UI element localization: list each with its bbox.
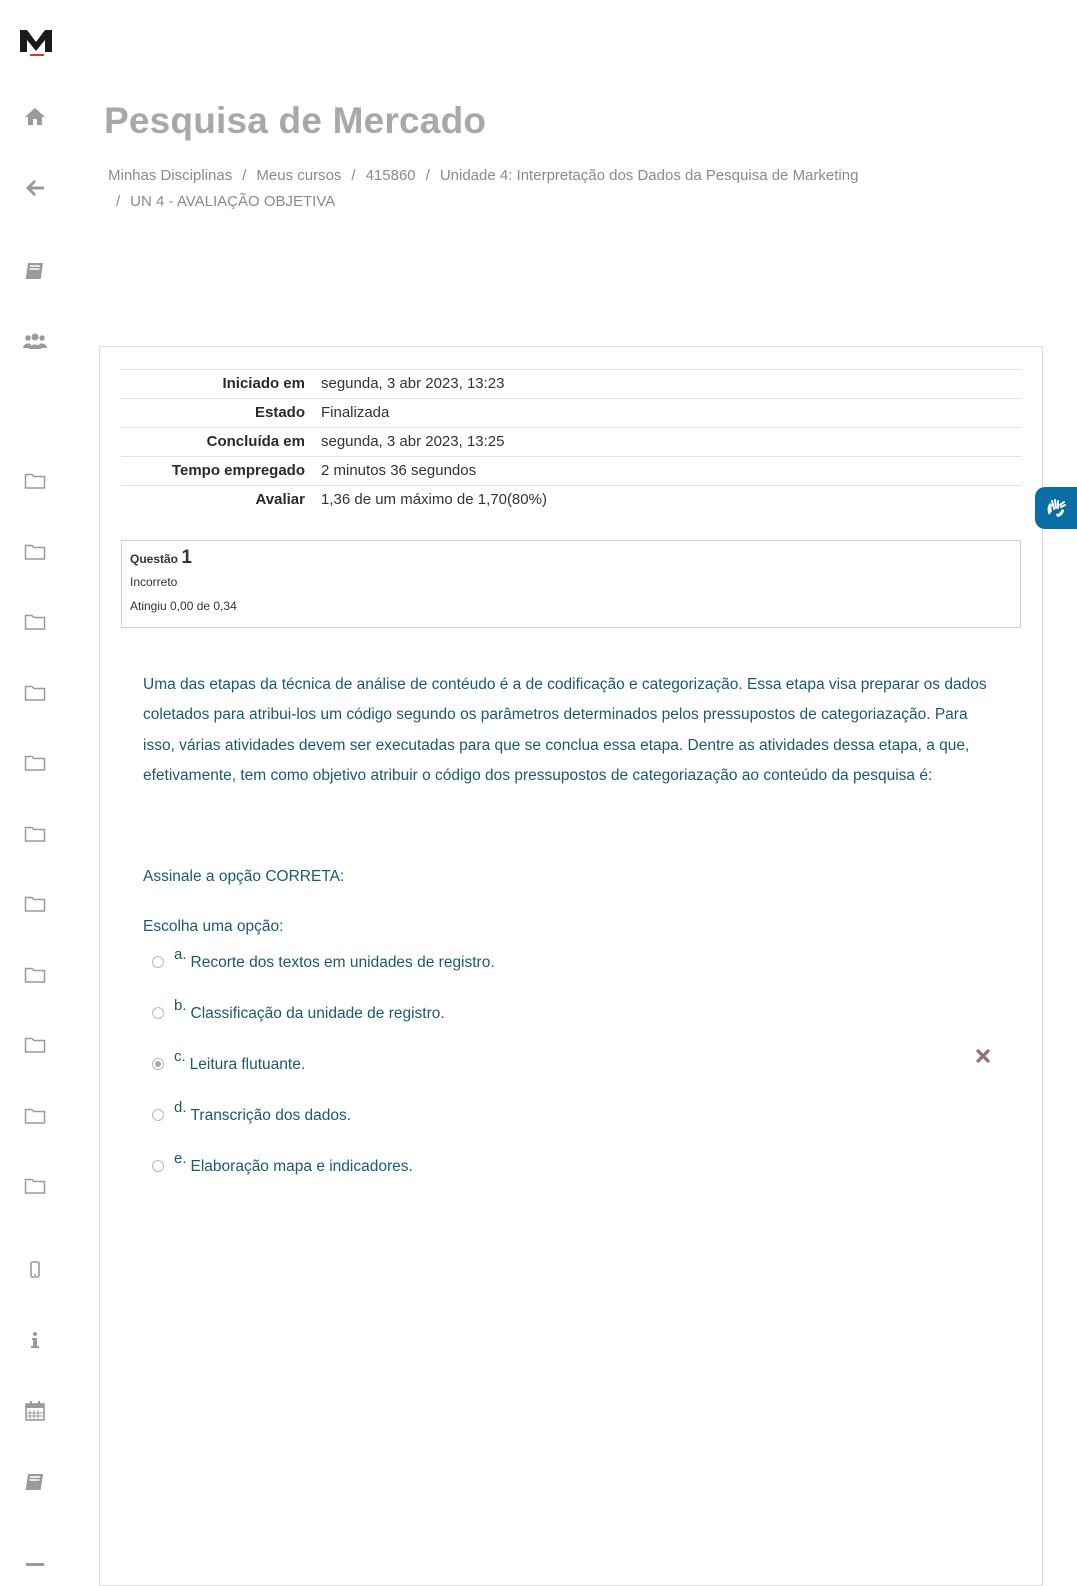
folder-icon[interactable] <box>22 1032 48 1058</box>
summary-row <box>121 457 1021 486</box>
breadcrumb-item-disciplinas[interactable]: Minhas Disciplinas <box>108 167 233 184</box>
radio-button[interactable] <box>152 1160 164 1172</box>
summary-value: Finalizada <box>321 399 1021 428</box>
answer-text: Recorte dos textos em unidades de registro. <box>190 954 495 971</box>
question-status: Incorreto <box>130 575 178 589</box>
answer-option-c[interactable] <box>152 1048 306 1082</box>
folder-icon[interactable] <box>22 468 48 494</box>
breadcrumb <box>108 163 1008 215</box>
answer-letter: e. <box>174 1150 187 1167</box>
book-icon[interactable] <box>22 257 48 283</box>
home-icon[interactable] <box>22 103 48 129</box>
question-instruction: Assinale a opção CORRETA: <box>143 868 345 885</box>
folder-icon[interactable] <box>22 1103 48 1129</box>
calendar-icon[interactable] <box>22 1398 48 1424</box>
summary-row <box>121 486 1021 515</box>
summary-label: Avaliar <box>121 486 321 515</box>
back-arrow-icon[interactable] <box>22 175 48 201</box>
answer-text: Transcrição dos dados. <box>190 1107 352 1124</box>
summary-value: segunda, 3 abr 2023, 13:23 <box>321 370 1021 399</box>
answer-letter: a. <box>174 946 187 963</box>
folder-icon[interactable] <box>22 1173 48 1199</box>
summary-label: Concluída em <box>121 428 321 457</box>
summary-label: Iniciado em <box>121 370 321 399</box>
question-text: Uma das etapas da técnica de análise de contéudo é a de codificação e categorização. Essa etapa visa preparar os dados coletados para atribui-los um código segundo os parâmetros determinados pelos pressupostos de categoriazação. Para isso, várias atividades devem ser executadas para que se conclua essa etapa. Dentre as atividades dessa etapa, a que, efetivamente, tem como objetivo atribuir o código dos pressupostos de categoriazação ao conteúdo da pesquisa é: <box>143 676 987 784</box>
answer-letter: b. <box>174 997 187 1014</box>
breadcrumb-separator: / <box>116 193 121 210</box>
breadcrumb-separator: / <box>351 167 356 184</box>
breadcrumb-separator: / <box>425 167 430 184</box>
breadcrumb-separator: / <box>242 167 247 184</box>
users-icon[interactable] <box>22 328 48 354</box>
folder-icon[interactable] <box>22 680 48 706</box>
breadcrumb-item-meus-cursos[interactable]: Meus cursos <box>256 167 342 184</box>
radio-button[interactable] <box>152 1109 164 1121</box>
breadcrumb-item-quiz[interactable]: UN 4 - AVALIAÇÃO OBJETIVA <box>130 193 336 210</box>
attempt-summary-table <box>121 369 1021 514</box>
breadcrumb-item-unit[interactable]: Unidade 4: Interpretação dos Dados da Pesquisa de Marketing <box>439 167 859 184</box>
mobile-icon[interactable] <box>22 1257 48 1283</box>
info-icon[interactable] <box>22 1327 48 1353</box>
page-title: Pesquisa de Mercado <box>104 100 487 141</box>
answer-letter: c. <box>174 1048 186 1065</box>
answer-text: Elaboração mapa e indicadores. <box>190 1158 413 1175</box>
answer-option-a[interactable] <box>152 946 495 980</box>
answer-prompt: Escolha uma opção: <box>143 918 284 935</box>
folder-icon[interactable] <box>22 539 48 565</box>
folder-icon[interactable] <box>22 821 48 847</box>
folder-icon[interactable] <box>22 750 48 776</box>
answer-option-e[interactable] <box>152 1150 413 1184</box>
radio-button-selected[interactable] <box>152 1058 164 1070</box>
minus-icon[interactable] <box>22 1550 48 1576</box>
answer-text: Classificação da unidade de registro. <box>190 1005 445 1022</box>
radio-button[interactable] <box>152 956 164 968</box>
folder-icon[interactable] <box>22 609 48 635</box>
summary-value: 1,36 de um máximo de 1,70(80%) <box>321 486 1021 515</box>
question-grade: Atingiu 0,00 de 0,34 <box>130 599 237 613</box>
folder-icon[interactable] <box>22 962 48 988</box>
question-info-box <box>121 540 1021 628</box>
incorrect-mark-icon <box>975 1048 991 1064</box>
sidebar <box>0 0 70 1570</box>
brand-logo[interactable] <box>18 24 54 58</box>
answer-option-b[interactable] <box>152 997 445 1031</box>
summary-row <box>121 428 1021 457</box>
answer-letter: d. <box>174 1099 187 1116</box>
question-number: 1 <box>181 547 192 568</box>
summary-row <box>121 370 1021 399</box>
summary-label: Estado <box>121 399 321 428</box>
breadcrumb-item-course-id[interactable]: 415860 <box>365 167 416 184</box>
sign-language-hands-icon[interactable] <box>1035 487 1077 529</box>
radio-button[interactable] <box>152 1007 164 1019</box>
answer-option-d[interactable] <box>152 1099 352 1133</box>
book-icon[interactable] <box>22 1468 48 1494</box>
summary-value: 2 minutos 36 segundos <box>321 457 1021 486</box>
folder-icon[interactable] <box>22 891 48 917</box>
question-label: Questão <box>130 552 179 566</box>
summary-value: segunda, 3 abr 2023, 13:25 <box>321 428 1021 457</box>
summary-label: Tempo empregado <box>121 457 321 486</box>
answer-text: Leitura flutuante. <box>189 1056 306 1073</box>
summary-row <box>121 399 1021 428</box>
